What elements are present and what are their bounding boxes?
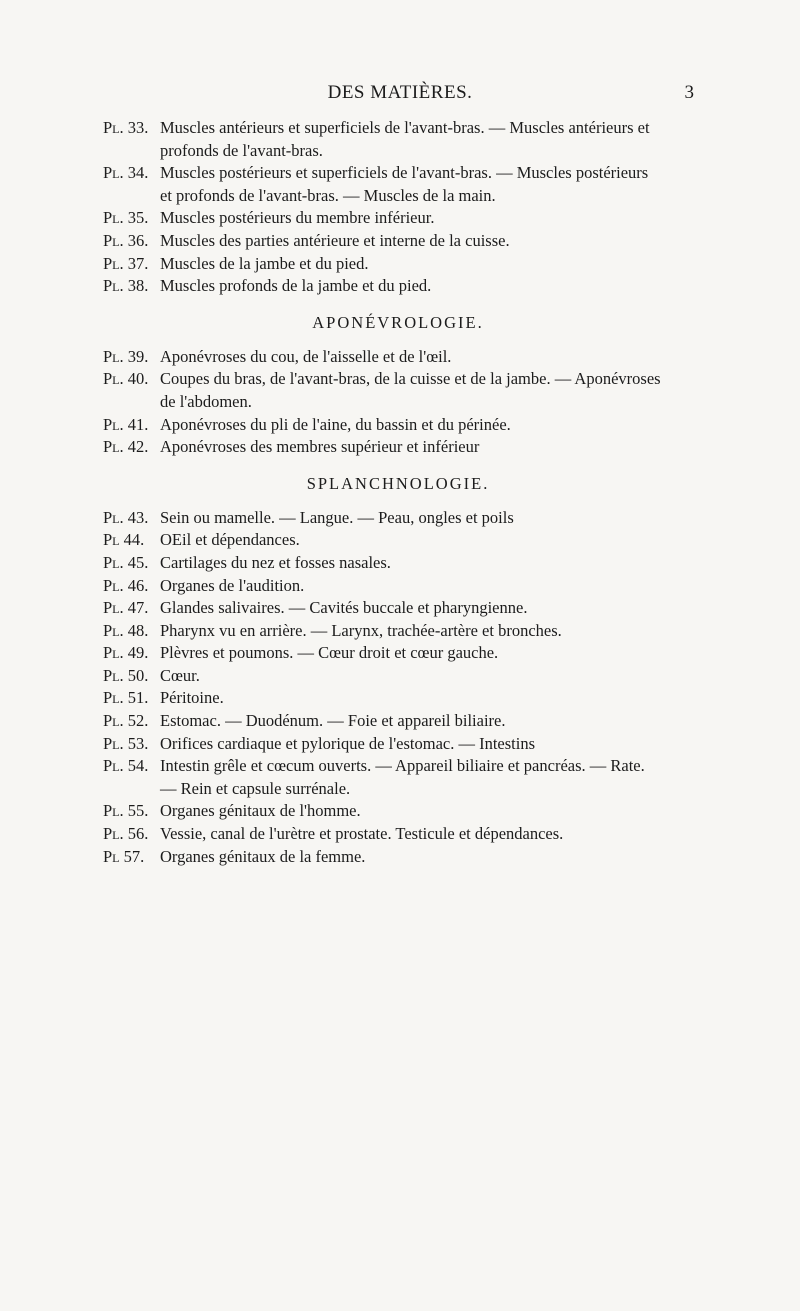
plate-abbrev: Pl. (103, 733, 124, 753)
plate-label (103, 665, 160, 688)
plate-label (103, 710, 160, 733)
plate-description: Cœur. (160, 665, 200, 685)
toc-entry (103, 414, 663, 437)
aponevrologie-plates-list (103, 346, 663, 459)
plate-label (103, 253, 160, 276)
plate-label (103, 823, 160, 846)
toc-entry (103, 710, 663, 733)
plate-description: Muscles antérieurs et superficiels de l'avant-bras. — Muscles antérieurs et profonds de l'avant-bras. (160, 118, 650, 160)
plate-description: Cartilages du nez et fosses nasales. (160, 552, 391, 572)
splanchnologie-plates-list (103, 507, 663, 869)
section-title-splanchnologie: SPLANCHNOLOGIE. (306, 473, 490, 493)
plate-abbrev: Pl. (103, 346, 124, 366)
plate-number: 42. (127, 437, 149, 457)
plate-abbrev: Pl. (103, 276, 124, 296)
plate-description: Organes génitaux de l'homme. (160, 801, 361, 821)
plate-label (103, 275, 160, 298)
plate-number: 48. (127, 620, 149, 640)
plate-description: Coupes du bras, de l'avant-bras, de la cuisse et de la jambe. — Aponévroses de l'abdomen. (160, 369, 661, 411)
plate-label (103, 507, 160, 530)
plate-number: 38. (127, 276, 149, 296)
plate-abbrev: Pl. (103, 801, 124, 821)
page-number: 3 (684, 82, 694, 103)
plate-description: Vessie, canal de l'urètre et prostate. Testicule et dépendances. (160, 824, 564, 844)
plate-abbrev: Pl. (103, 643, 124, 663)
plate-label (103, 733, 160, 756)
toc-entry (103, 552, 663, 575)
toc-entry (103, 575, 663, 598)
plate-number: 51. (127, 688, 149, 708)
table-of-contents (103, 117, 663, 868)
plate-label (103, 117, 160, 140)
plate-number: 36. (127, 230, 149, 250)
plate-abbrev: Pl. (103, 598, 124, 618)
section-title-aponevrologie: APONÉVROLOGIE. (312, 312, 484, 332)
toc-entry (103, 507, 663, 530)
toc-entry (103, 275, 663, 298)
toc-entry (103, 436, 663, 459)
plate-abbrev: Pl. (103, 575, 124, 595)
plate-description: Muscles de la jambe et du pied. (160, 253, 369, 273)
toc-entry (103, 823, 663, 846)
plate-number: 50. (127, 665, 149, 685)
plate-label (103, 597, 160, 620)
plate-number: 46. (127, 575, 149, 595)
toc-entry (103, 368, 663, 413)
plate-number: 41. (127, 414, 149, 434)
toc-entry (103, 800, 663, 823)
toc-entry (103, 846, 663, 869)
plate-abbrev: Pl. (103, 253, 124, 273)
plate-label (103, 368, 160, 391)
running-title: DES MATIÈRES. (327, 82, 473, 103)
plate-number: 47. (127, 598, 149, 618)
plate-abbrev: Pl. (103, 665, 124, 685)
plate-label (103, 620, 160, 643)
plate-number: 34. (127, 163, 149, 183)
plate-abbrev: Pl. (103, 507, 124, 527)
plate-description: Muscles profonds de la jambe et du pied. (160, 276, 432, 296)
toc-entry (103, 665, 663, 688)
plate-number: 33. (127, 118, 149, 137)
plate-description: Pharynx vu en arrière. — Larynx, trachée-artère et bronches. (160, 620, 562, 640)
plate-description: Aponévroses du pli de l'aine, du bassin et du périnée. (160, 414, 511, 434)
plate-label (103, 207, 160, 230)
plate-abbrev: Pl. (103, 369, 124, 389)
plate-label (103, 552, 160, 575)
plate-number: 39. (127, 346, 149, 366)
plate-abbrev: Pl. (103, 756, 124, 776)
muscle-plates-list (103, 117, 663, 298)
plate-number: 49. (127, 643, 149, 663)
toc-entry (103, 642, 663, 665)
plate-label (103, 529, 160, 552)
plate-description: Glandes salivaires. — Cavités buccale et pharyngienne. (160, 598, 528, 618)
toc-entry (103, 346, 663, 369)
plate-label (103, 755, 160, 778)
plate-description: Intestin grêle et cœcum ouverts. — Appareil biliaire et pancréas. — Rate. — Rein et capsule surrénale. (160, 756, 645, 798)
plate-description: Sein ou mamelle. — Langue. — Peau, ongles et poils (160, 507, 514, 527)
plate-label (103, 575, 160, 598)
plate-number: 37. (127, 253, 149, 273)
plate-description: Muscles des parties antérieure et interne de la cuisse. (160, 230, 510, 250)
plate-label (103, 642, 160, 665)
plate-abbrev: Pl. (103, 620, 124, 640)
plate-number: 54. (127, 756, 149, 776)
toc-entry (103, 230, 663, 253)
plate-abbrev: Pl. (103, 437, 124, 457)
plate-description: Estomac. — Duodénum. — Foie et appareil biliaire. (160, 711, 506, 731)
plate-abbrev: Pl. (103, 414, 124, 434)
plate-abbrev: Pl (103, 530, 120, 550)
plate-description: Plèvres et poumons. — Cœur droit et cœur gauche. (160, 643, 499, 663)
plate-description: Péritoine. (160, 688, 224, 708)
toc-entry (103, 207, 663, 230)
plate-number: 44. (123, 530, 145, 550)
plate-description: Orifices cardiaque et pylorique de l'estomac. — Intestins (160, 733, 536, 753)
toc-entry (103, 117, 663, 162)
plate-number: 56. (127, 824, 149, 844)
plate-number: 43. (127, 507, 149, 527)
plate-label (103, 436, 160, 459)
plate-label (103, 687, 160, 710)
plate-number: 45. (127, 552, 149, 572)
plate-label (103, 414, 160, 437)
plate-abbrev: Pl. (103, 208, 124, 228)
toc-entry (103, 253, 663, 276)
plate-description: OEil et dépendances. (160, 530, 300, 550)
plate-description: Organes de l'audition. (160, 575, 305, 595)
plate-abbrev: Pl. (103, 163, 124, 183)
toc-entry (103, 755, 663, 800)
plate-label (103, 230, 160, 253)
plate-abbrev: Pl (103, 846, 120, 866)
plate-number: 35. (127, 208, 149, 228)
plate-abbrev: Pl. (103, 230, 124, 250)
plate-abbrev: Pl. (103, 118, 124, 137)
plate-number: 52. (127, 711, 149, 731)
plate-label (103, 162, 160, 185)
plate-abbrev: Pl. (103, 552, 124, 572)
page-header (0, 82, 800, 108)
plate-abbrev: Pl. (103, 688, 124, 708)
plate-abbrev: Pl. (103, 824, 124, 844)
plate-number: 57. (123, 846, 145, 866)
plate-description: Organes génitaux de la femme. (160, 846, 366, 866)
plate-number: 53. (127, 733, 149, 753)
toc-entry (103, 687, 663, 710)
plate-abbrev: Pl. (103, 711, 124, 731)
toc-entry (103, 529, 663, 552)
plate-description: Muscles postérieurs du membre inférieur. (160, 208, 435, 228)
toc-entry (103, 597, 663, 620)
plate-number: 40. (127, 369, 149, 389)
plate-label (103, 846, 160, 869)
plate-label (103, 346, 160, 369)
toc-entry (103, 620, 663, 643)
toc-entry (103, 733, 663, 756)
plate-description: Aponévroses du cou, de l'aisselle et de l'œil. (160, 346, 452, 366)
toc-entry (103, 162, 663, 207)
plate-number: 55. (127, 801, 149, 821)
plate-label (103, 800, 160, 823)
plate-description: Aponévroses des membres supérieur et inférieur (160, 437, 480, 457)
plate-description: Muscles postérieurs et superficiels de l'avant-bras. — Muscles postérieurs et profonds de l'avant-bras. — Muscles de la main. (160, 163, 649, 205)
